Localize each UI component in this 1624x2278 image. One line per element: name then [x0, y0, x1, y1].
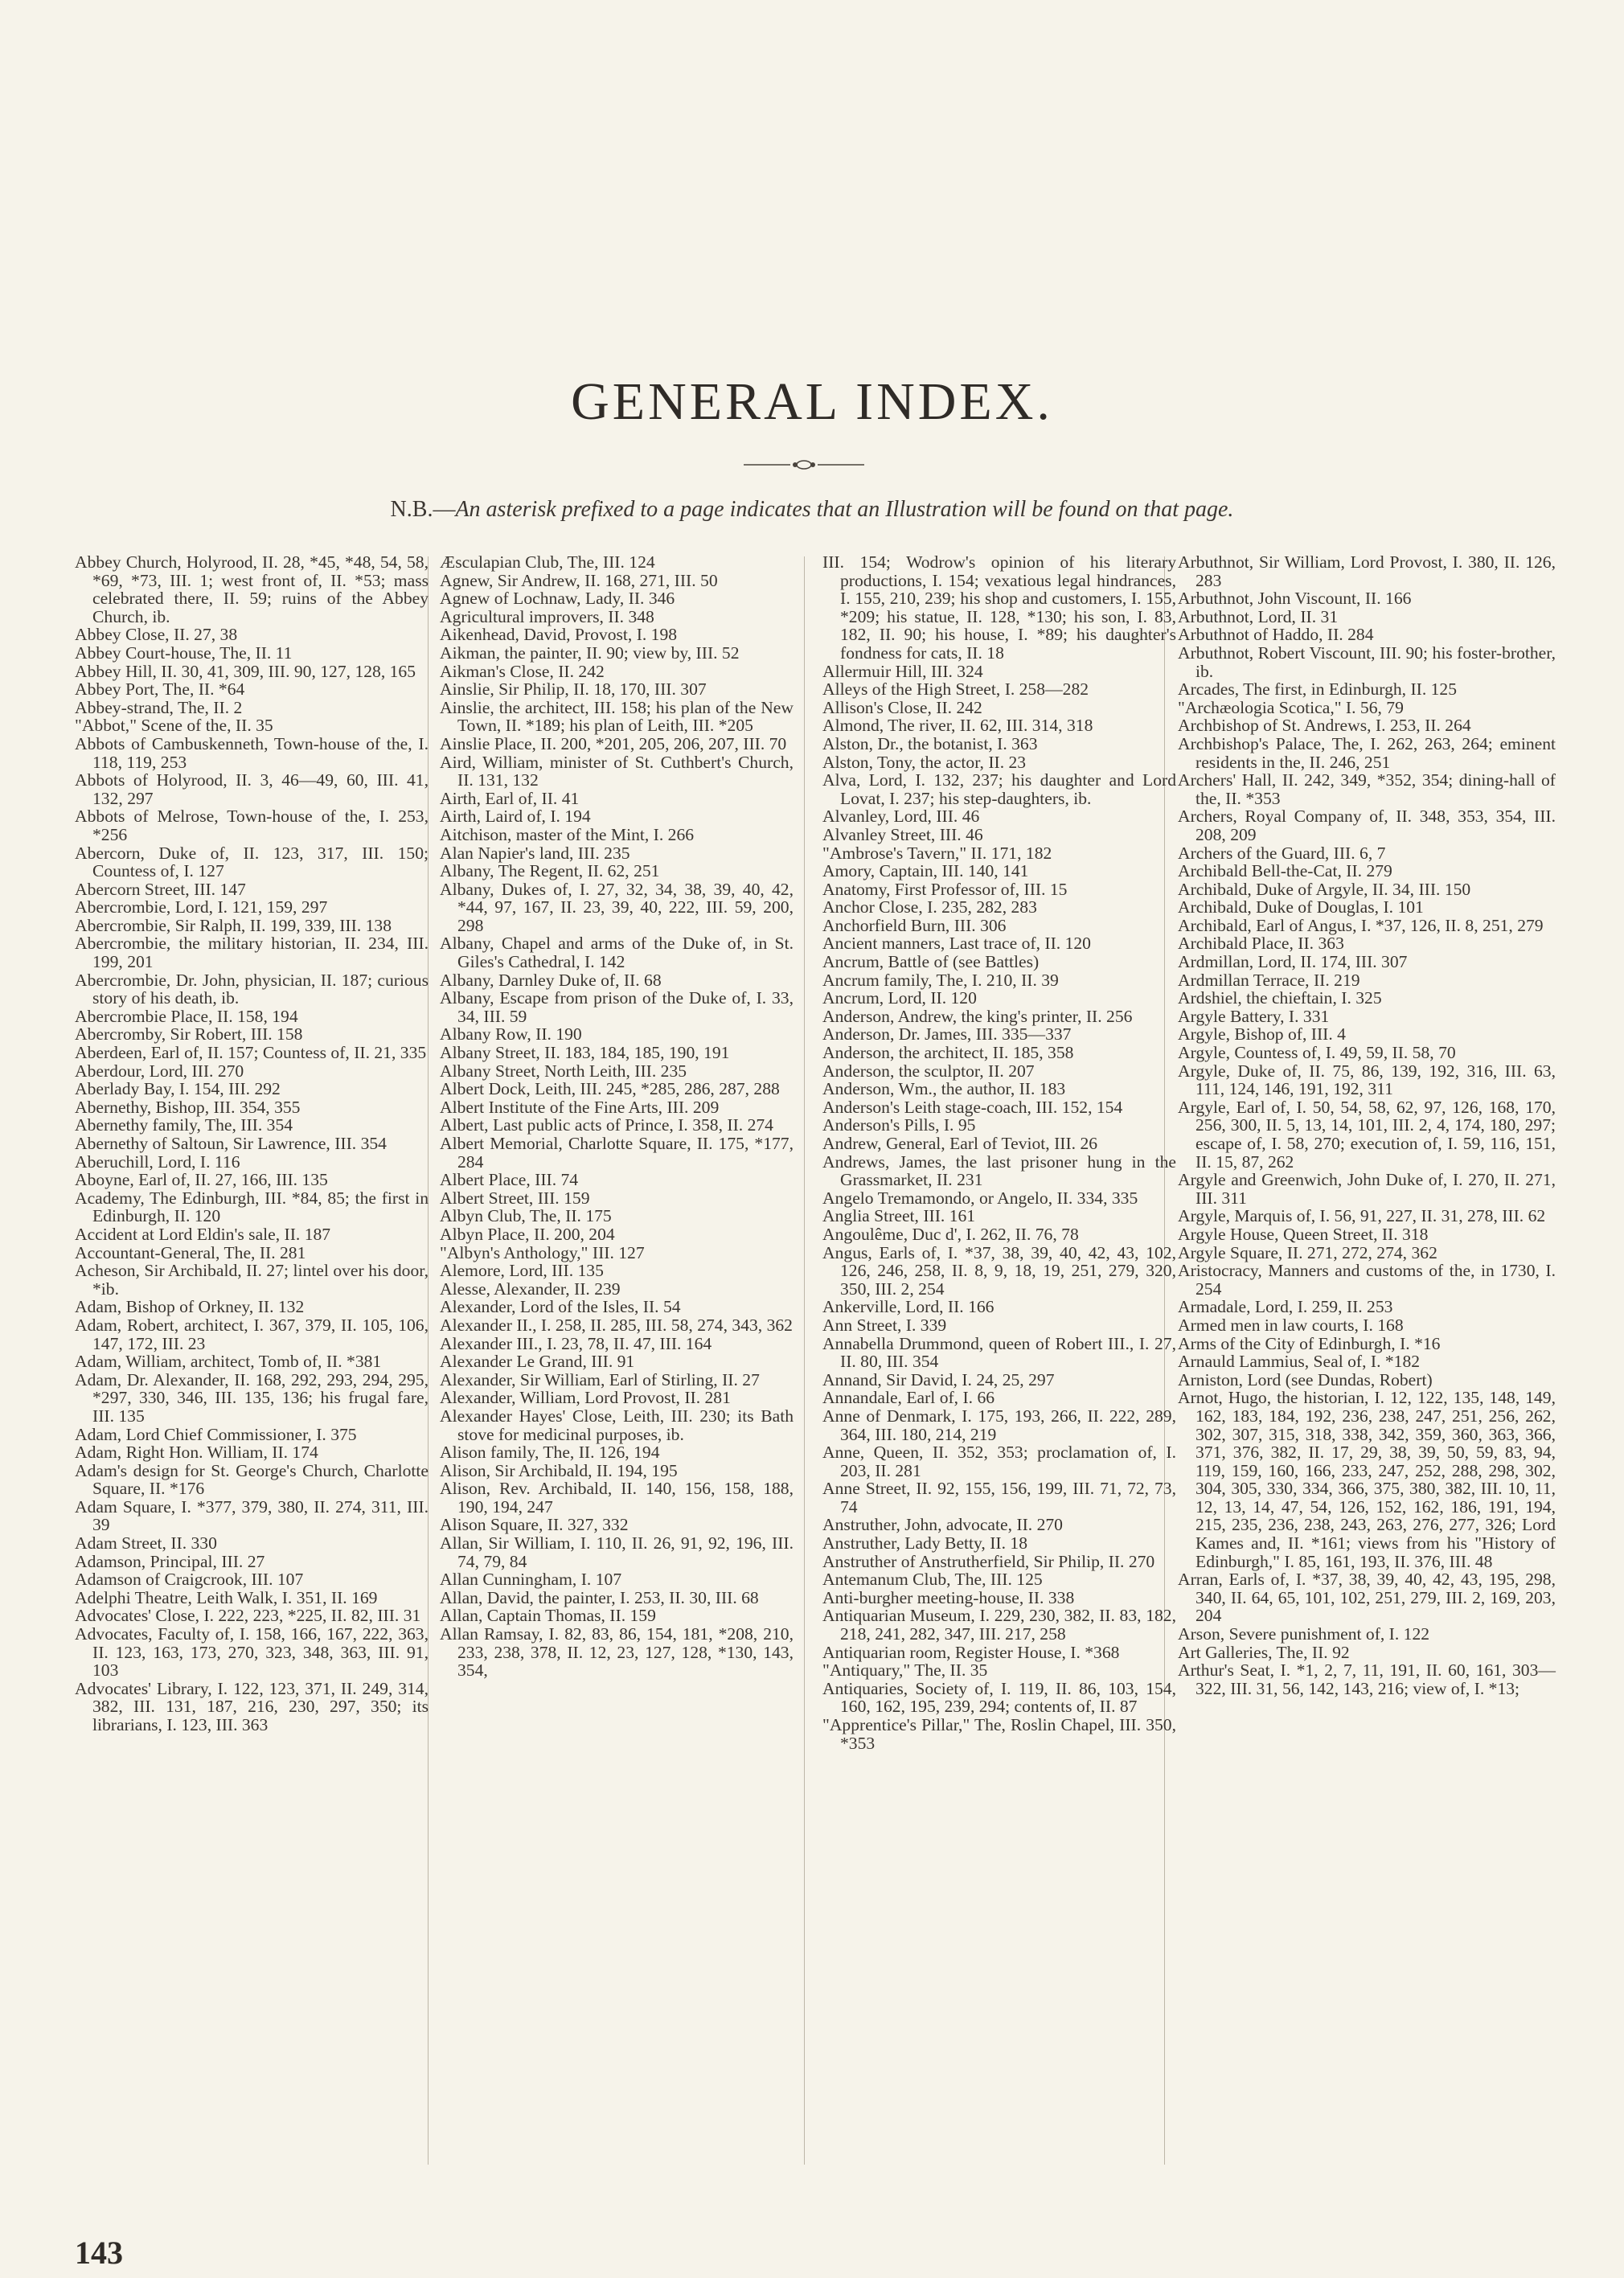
index-entry: Armadale, Lord, I. 259, II. 253 — [1178, 1297, 1393, 1317]
index-entry: Ardshiel, the chieftain, I. 325 — [1178, 988, 1382, 1008]
index-entry: Advocates' Close, I. 222, 223, *225, II. 82, III. 31 — [75, 1606, 421, 1626]
index-entry: Abbey Hill, II. 30, 41, 309, III. 90, 127, 128, 165 — [75, 661, 416, 681]
index-entry: Adamson, Principal, III. 27 — [75, 1551, 265, 1571]
index-entry: Abercromby, Sir Robert, III. 158 — [75, 1024, 303, 1045]
index-entry: Aberdeen, Earl of, II. 157; Countess of, II. 21, 335 — [75, 1043, 427, 1063]
index-entry: Abercrombie, Sir Ralph, II. 199, 339, III. 138 — [75, 915, 392, 935]
index-entry: Allison's Close, II. 242 — [822, 697, 982, 717]
index-entry: Alston, Tony, the actor, II. 23 — [822, 752, 1027, 772]
index-entry: Ainslie, the architect, III. 158; his plan of the New Town, II. *189; his plan of Leith, III. *205 — [440, 697, 794, 736]
index-entry: Anderson, Wm., the author, II. 183 — [822, 1079, 1066, 1099]
index-entry: Alexander, William, Lord Provost, II. 281 — [440, 1388, 731, 1408]
index-entry: Angus, Earls of, I. *37, 38, 39, 40, 42, 43, 102, 126, 246, 258, II. 8, 9, 18, 19, 251, 279, 320, 350, III. 2, 254 — [822, 1242, 1176, 1299]
index-entry: Accountant-General, The, II. 281 — [75, 1242, 306, 1262]
index-entry: Aristocracy, Manners and customs of the, in 1730, I. 254 — [1178, 1261, 1556, 1299]
index-entry: Amory, Captain, III. 140, 141 — [822, 861, 1029, 881]
index-entry: Aberlady Bay, I. 154, III. 292 — [75, 1079, 281, 1099]
index-entry: Abbots of Melrose, Town-house of the, I. 253, *256 — [75, 807, 429, 844]
index-entry: Albany, Escape from prison of the Duke of, I. 33, 34, III. 59 — [440, 988, 794, 1026]
index-entry: "Albyn's Anthology," III. 127 — [440, 1242, 645, 1262]
index-entry: Alva, Lord, I. 132, 237; his daughter and Lord Lovat, I. 237; his step-daughters, ib. — [822, 770, 1176, 808]
index-entry: Aikenhead, David, Provost, I. 198 — [440, 625, 678, 645]
index-entry: Archbishop's Palace, The, I. 262, 263, 264; eminent residents in the, II. 246, 251 — [1178, 733, 1556, 772]
index-entry: Allan Ramsay, I. 82, 83, 86, 154, 181, *208, 210, 233, 238, 378, II. 12, 23, 127, 128, *130, 143, 354, — [440, 1624, 794, 1681]
title-ornament — [744, 458, 864, 471]
index-entry: Anderson, the sculptor, II. 207 — [822, 1061, 1035, 1081]
index-entry: Alvanley, Lord, III. 46 — [822, 807, 980, 827]
index-entry: Albany Street, II. 183, 184, 185, 190, 191 — [440, 1043, 730, 1063]
index-entry: Ardmillan, Lord, II. 174, III. 307 — [1178, 952, 1408, 972]
index-entry: Anstruther, John, advocate, II. 270 — [822, 1515, 1063, 1535]
index-entry: Adam, Bishop of Orkney, II. 132 — [75, 1297, 305, 1317]
index-entry: Agnew of Lochnaw, Lady, II. 346 — [440, 589, 675, 609]
index-entry: Arthur's Seat, I. *1, 2, 7, 11, 191, II. 60, 161, 303—322, III. 31, 56, 142, 143, 216; view of, I. *13; — [1178, 1660, 1556, 1698]
index-entry: Abbots of Holyrood, II. 3, 46—49, 60, III. 41, 132, 297 — [75, 770, 429, 808]
index-entry: Abbots of Cambuskenneth, Town-house of the, I. 118, 119, 253 — [75, 733, 429, 772]
index-entry: Allan, Captain Thomas, II. 159 — [440, 1606, 656, 1626]
index-entry: Abernethy, Bishop, III. 354, 355 — [75, 1097, 301, 1117]
index-entry: Adam Square, I. *377, 379, 380, II. 274, 311, III. 39 — [75, 1496, 429, 1535]
index-entry: Alston, Dr., the botanist, I. 363 — [822, 733, 1038, 753]
index-entry: Alexander II., I. 258, II. 285, III. 58, 274, 343, 362 — [440, 1315, 793, 1335]
index-entry: Archibald, Duke of Douglas, I. 101 — [1178, 897, 1424, 917]
index-entry: Antiquaries, Society of, I. 119, II. 86, 103, 154, 160, 162, 195, 239, 294; contents of, II. 87 — [822, 1678, 1176, 1717]
index-entry: Archibald Bell-the-Cat, II. 279 — [1178, 861, 1392, 881]
index-entry: Academy, The Edinburgh, III. *84, 85; the first in Edinburgh, II. 120 — [75, 1188, 429, 1226]
index-entry: Alleys of the High Street, I. 258—282 — [822, 679, 1089, 700]
index-entry: Ancient manners, Last trace of, II. 120 — [822, 934, 1091, 954]
index-entry: Anglia Street, III. 161 — [822, 1206, 976, 1226]
index-entry: Arbuthnot, Robert Viscount, III. 90; his foster-brother, ib. — [1178, 642, 1556, 681]
index-entry: Alexander, Lord of the Isles, II. 54 — [440, 1297, 681, 1317]
index-entry: Abercorn, Duke of, II. 123, 317, III. 150; Countess of, I. 127 — [75, 843, 429, 881]
index-entry: Advocates' Library, I. 122, 123, 371, II. 249, 314, 382, III. 131, 187, 216, 230, 297, 350; its librarians, I. 123, III. 363 — [75, 1678, 429, 1734]
index-entry: Allan, Sir William, I. 110, II. 26, 91, 92, 196, III. 74, 79, 84 — [440, 1533, 794, 1571]
index-entry: Alison Square, II. 327, 332 — [440, 1515, 629, 1535]
index-entry: Airth, Laird of, I. 194 — [440, 807, 591, 827]
index-entry: "Antiquary," The, II. 35 — [822, 1660, 988, 1681]
index-entry: "Archæologia Scotica," I. 56, 79 — [1178, 697, 1404, 717]
index-entry: Argyle, Marquis of, I. 56, 91, 227, II. 31, 278, III. 62 — [1178, 1206, 1546, 1226]
index-column-2 — [440, 553, 794, 1680]
index-entry: Antemanum Club, The, III. 125 — [822, 1570, 1043, 1590]
index-entry: Anstruther of Anstrutherfield, Sir Philip, II. 270 — [822, 1551, 1155, 1571]
index-entry: Abbey-strand, The, II. 2 — [75, 697, 243, 717]
index-entry: Abernethy family, The, III. 354 — [75, 1115, 293, 1135]
index-entry: Alvanley Street, III. 46 — [822, 824, 983, 844]
index-entry: Argyle, Duke of, II. 75, 86, 139, 192, 316, III. 63, 111, 124, 146, 191, 192, 311 — [1178, 1061, 1556, 1099]
index-entry: Agnew, Sir Andrew, II. 168, 271, III. 50 — [440, 570, 718, 590]
column-divider — [804, 556, 805, 2165]
index-entry: Archbishop of St. Andrews, I. 253, II. 264 — [1178, 716, 1471, 736]
index-entry: Adam, Right Hon. William, II. 174 — [75, 1443, 318, 1463]
index-entry: Acheson, Sir Archibald, II. 27; lintel over his door, *ib. — [75, 1261, 429, 1299]
index-entry: Angoulême, Duc d', I. 262, II. 76, 78 — [822, 1224, 1079, 1244]
index-entry: Albany, Chapel and arms of the Duke of, in St. Giles's Cathedral, I. 142 — [440, 934, 794, 972]
index-entry: Allan Cunningham, I. 107 — [440, 1570, 622, 1590]
index-entry: Ainslie, Sir Philip, II. 18, 170, III. 307 — [440, 679, 707, 700]
index-entry: Argyle Square, II. 271, 272, 274, 362 — [1178, 1242, 1437, 1262]
index-entry: Ancrum family, The, I. 210, II. 39 — [822, 970, 1059, 990]
index-entry: Albert, Last public acts of Prince, I. 358, II. 274 — [440, 1115, 773, 1135]
index-entry: Aikman's Close, II. 242 — [440, 661, 605, 681]
index-entry: "Abbot," Scene of the, II. 35 — [75, 716, 273, 736]
note-text: An asterisk prefixed to a page indicates that an Illustration will be found on that page. — [455, 497, 1234, 522]
index-entry: III. 154; Wodrow's opinion of his literary productions, I. 154; vexatious legal hindrances, I. 155, 210, 239; his shop and customers, I. 155, *209; his statue, II. 128, *130; his son, I. 83, 182, II. 90; his house, I. *89; his daughter's fondness for cats, II. 18 — [822, 552, 1176, 663]
index-entry: Annabella Drummond, queen of Robert III., I. 27, II. 80, III. 354 — [822, 1333, 1176, 1372]
index-entry: Arnauld Lammius, Seal of, I. *182 — [1178, 1352, 1421, 1372]
index-entry: Alexander Le Grand, III. 91 — [440, 1352, 635, 1372]
index-entry: Adamson of Craigcrook, III. 107 — [75, 1570, 304, 1590]
index-entry: Aboyne, Earl of, II. 27, 166, III. 135 — [75, 1170, 328, 1190]
asterisk-note — [0, 497, 1624, 523]
index-entry: Archers of the Guard, III. 6, 7 — [1178, 843, 1386, 863]
index-entry: Arbuthnot, Sir William, Lord Provost, I. 380, II. 126, 283 — [1178, 552, 1556, 590]
index-entry: Abercrombie Place, II. 158, 194 — [75, 1006, 298, 1026]
index-entry: Argyle, Bishop of, III. 4 — [1178, 1024, 1346, 1045]
index-entry: Anstruther, Lady Betty, II. 18 — [822, 1533, 1028, 1554]
index-entry: Anne Street, II. 92, 155, 156, 199, III. 71, 72, 73, 74 — [822, 1479, 1176, 1517]
index-entry: "Ambrose's Tavern," II. 171, 182 — [822, 843, 1052, 863]
index-entry: Arson, Severe punishment of, I. 122 — [1178, 1624, 1430, 1644]
index-entry: Arms of the City of Edinburgh, I. *16 — [1178, 1333, 1441, 1353]
index-entry: Abercorn Street, III. 147 — [75, 879, 246, 899]
index-entry: Anchor Close, I. 235, 282, 283 — [822, 897, 1037, 917]
index-entry: Argyle and Greenwich, John Duke of, I. 270, II. 271, III. 311 — [1178, 1170, 1556, 1208]
index-column-4 — [1178, 553, 1556, 1697]
index-entry: Andrew, General, Earl of Teviot, III. 26 — [822, 1134, 1098, 1153]
page-number: 143 — [75, 2235, 123, 2271]
index-entry: Æsculapian Club, The, III. 124 — [440, 552, 655, 572]
index-entry: Agricultural improvers, II. 348 — [440, 606, 654, 626]
index-entry: Albany Street, North Leith, III. 235 — [440, 1061, 687, 1081]
index-entry: Archers' Hall, II. 242, 349, *352, 354; dining-hall of the, II. *353 — [1178, 770, 1556, 808]
index-entry: Argyle, Countess of, I. 49, 59, II. 58, 70 — [1178, 1043, 1456, 1063]
index-entry: Abbey Court-house, The, II. 11 — [75, 642, 293, 663]
index-entry: Adam, William, architect, Tomb of, II. *381 — [75, 1352, 382, 1372]
index-entry: Anderson's Leith stage-coach, III. 152, 154 — [822, 1097, 1123, 1117]
index-entry: Arbuthnot of Haddo, II. 284 — [1178, 625, 1374, 645]
index-entry: Almond, The river, II. 62, III. 314, 318 — [822, 716, 1093, 736]
index-entry: Ancrum, Lord, II. 120 — [822, 988, 977, 1008]
index-entry: Albany, Dukes of, I. 27, 32, 34, 38, 39, 40, 42, *44, 97, 167, II. 23, 39, 40, 222, III. 59, 200, 298 — [440, 879, 794, 935]
index-entry: Abercrombie, Dr. John, physician, II. 187; curious story of his death, ib. — [75, 970, 429, 1008]
index-entry: Abernethy of Saltoun, Sir Lawrence, III. 354 — [75, 1134, 387, 1153]
index-entry: Advocates, Faculty of, I. 158, 166, 167, 222, 363, II. 123, 163, 173, 270, 323, 348, 363, III. 91, 103 — [75, 1624, 429, 1681]
index-entry: Adam, Robert, architect, I. 367, 379, II. 105, 106, 147, 172, III. 23 — [75, 1315, 429, 1353]
index-entry: Accident at Lord Eldin's sale, II. 187 — [75, 1224, 331, 1244]
note-prefix: N.B.— — [390, 497, 456, 522]
index-entry: Albany Row, II. 190 — [440, 1024, 582, 1045]
index-entry: Aberuchill, Lord, I. 116 — [75, 1151, 240, 1172]
index-entry: Arniston, Lord (see Dundas, Robert) — [1178, 1369, 1433, 1389]
index-entry: Alexander Hayes' Close, Leith, III. 230; its Bath stove for medicinal purposes, ib. — [440, 1406, 794, 1444]
index-entry: Anderson, the architect, II. 185, 358 — [822, 1043, 1074, 1063]
index-entry: "Apprentice's Pillar," The, Roslin Chapel, III. 350, *353 — [822, 1715, 1176, 1753]
index-entry: Arcades, The first, in Edinburgh, II. 125 — [1178, 679, 1458, 700]
index-entry: Alexander, Sir William, Earl of Stirling, II. 27 — [440, 1369, 760, 1389]
index-entry: Albany, The Regent, II. 62, 251 — [440, 861, 660, 881]
index-column-3 — [822, 553, 1176, 1752]
index-entry: Anderson's Pills, I. 95 — [822, 1115, 976, 1135]
index-entry: Anne of Denmark, I. 175, 193, 266, II. 222, 289, 364, III. 180, 214, 219 — [822, 1406, 1176, 1444]
index-entry: Ankerville, Lord, II. 166 — [822, 1297, 994, 1317]
index-entry: Anne, Queen, II. 352, 353; proclamation of, I. 203, II. 281 — [822, 1443, 1176, 1480]
index-entry: Archibald, Duke of Argyle, II. 34, III. 150 — [1178, 879, 1471, 899]
index-entry: Annandale, Earl of, I. 66 — [822, 1388, 995, 1408]
index-entry: Aitchison, master of the Mint, I. 266 — [440, 824, 695, 844]
index-entry: Abbey Church, Holyrood, II. 28, *45, *48, 54, 58, *69, *73, III. 1; west front of, II. *53; mass celebrated there, II. 59; ruins of the Abbey Church, ib. — [75, 552, 429, 626]
index-entry: Alison, Sir Archibald, II. 194, 195 — [440, 1460, 678, 1480]
index-entry: Anchorfield Burn, III. 306 — [822, 915, 1007, 935]
index-entry: Ainslie Place, II. 200, *201, 205, 206, 207, III. 70 — [440, 733, 787, 753]
index-entry: Adelphi Theatre, Leith Walk, I. 351, II. 169 — [75, 1587, 378, 1607]
index-entry: Ann Street, I. 339 — [822, 1315, 947, 1335]
index-entry: Anatomy, First Professor of, III. 15 — [822, 879, 1068, 899]
index-entry: Abbey Close, II. 27, 38 — [75, 625, 238, 645]
index-entry: Archers, Royal Company of, II. 348, 353, 354, III. 208, 209 — [1178, 807, 1556, 844]
index-entry: Ardmillan Terrace, II. 219 — [1178, 970, 1360, 990]
index-entry: Art Galleries, The, II. 92 — [1178, 1642, 1350, 1662]
index-entry: Arbuthnot, John Viscount, II. 166 — [1178, 589, 1412, 609]
index-entry: Abercrombie, the military historian, II. 234, III. 199, 201 — [75, 934, 429, 972]
index-entry: Allan, David, the painter, I. 253, II. 30, III. 68 — [440, 1587, 759, 1607]
index-entry: Arnot, Hugo, the historian, I. 12, 122, 135, 148, 149, 162, 183, 184, 192, 236, 238, 247, 251, 256, 262, 302, 307, 315, 318, 338, 342, 359, 360, 363, 366, 371, 376, 382, II. 17, 29, 38, 39, 50, 59, 83, 94, 119, 159, 160, 166, 233, 247, 252, 288, 298, 302, 304, 305, 330, 334, 366, 375, 380, 382, III. 10, 11, 12, 13, 14, 47, 54, 126, 152, 162, 186, 191, 194, 215, 235, 236, 238, 243, 263, 276, 277, 326; Lord Kames and, II. *161; views from his "History of Edinburgh," I. 85, 161, 193, II. 376, III. 48 — [1178, 1388, 1556, 1571]
index-entry: Albert Place, III. 74 — [440, 1170, 579, 1190]
index-entry: Adam Street, II. 330 — [75, 1533, 217, 1554]
index-entry: Adam, Dr. Alexander, II. 168, 292, 293, 294, 295, *297, 330, 346, III. 135, 136; his frugal fare, III. 135 — [75, 1369, 429, 1426]
index-entry: Abbey Port, The, II. *64 — [75, 679, 245, 700]
index-entry: Aberdour, Lord, III. 270 — [75, 1061, 244, 1081]
index-entry: Argyle, Earl of, I. 50, 54, 58, 62, 97, 126, 168, 170, 256, 300, II. 5, 13, 14, 101, III. 2, 4, 174, 180, 297; escape of, I. 58, 270; execution of, I. 59, 116, 151, II. 15, 87, 262 — [1178, 1097, 1556, 1172]
index-entry: Albyn Place, II. 200, 204 — [440, 1224, 615, 1244]
index-entry: Annand, Sir David, I. 24, 25, 297 — [822, 1369, 1055, 1389]
index-entry: Airth, Earl of, II. 41 — [440, 788, 580, 808]
index-entry: Angelo Tremamondo, or Angelo, II. 334, 335 — [822, 1188, 1138, 1208]
index-entry: Antiquarian Museum, I. 229, 230, 382, II. 83, 182, 218, 241, 282, 347, III. 217, 258 — [822, 1606, 1176, 1644]
index-column-1 — [75, 553, 429, 1734]
index-entry: Anderson, Dr. James, III. 335—337 — [822, 1024, 1072, 1045]
index-entry: Alan Napier's land, III. 235 — [440, 843, 630, 863]
index-entry: Albany, Darnley Duke of, II. 68 — [440, 970, 662, 990]
index-entry: Albert Institute of the Fine Arts, III. 209 — [440, 1097, 720, 1117]
index-entry: Anderson, Andrew, the king's printer, II. 256 — [822, 1006, 1133, 1026]
index-entry: Alexander III., I. 23, 78, II. 47, III. 164 — [440, 1333, 712, 1353]
page-title: GENERAL INDEX. — [571, 372, 1053, 431]
index-entry: Albert Dock, Leith, III. 245, *285, 286, 287, 288 — [440, 1079, 780, 1099]
index-entry: Argyle Battery, I. 331 — [1178, 1006, 1330, 1026]
index-entry: Abercrombie, Lord, I. 121, 159, 297 — [75, 897, 328, 917]
index-entry: Argyle House, Queen Street, II. 318 — [1178, 1224, 1429, 1244]
index-entry: Adam's design for St. George's Church, Charlotte Square, II. *176 — [75, 1460, 429, 1499]
index-entry: Andrews, James, the last prisoner hung in the Grassmarket, II. 231 — [822, 1151, 1176, 1190]
index-entry: Albyn Club, The, II. 175 — [440, 1206, 612, 1226]
index-entry: Alison, Rev. Archibald, II. 140, 156, 158, 188, 190, 194, 247 — [440, 1479, 794, 1517]
index-entry: Antiquarian room, Register House, I. *368 — [822, 1642, 1120, 1662]
index-entry: Arbuthnot, Lord, II. 31 — [1178, 606, 1339, 626]
index-entry: Albert Street, III. 159 — [440, 1188, 590, 1208]
index-entry: Alesse, Alexander, II. 239 — [440, 1279, 621, 1299]
index-entry: Alemore, Lord, III. 135 — [440, 1261, 604, 1281]
index-entry: Allermuir Hill, III. 324 — [822, 661, 983, 681]
index-entry: Anti-burgher meeting-house, II. 338 — [822, 1587, 1075, 1607]
index-entry: Archibald Place, II. 363 — [1178, 934, 1344, 954]
index-entry: Aikman, the painter, II. 90; view by, III. 52 — [440, 642, 740, 663]
index-entry: Arran, Earls of, I. *37, 38, 39, 40, 42, 43, 195, 298, 340, II. 64, 65, 101, 102, 251, 279, III. 2, 169, 203, 204 — [1178, 1570, 1556, 1626]
index-entry: Ancrum, Battle of (see Battles) — [822, 952, 1040, 972]
index-entry: Aird, William, minister of St. Cuthbert's Church, II. 131, 132 — [440, 752, 794, 790]
index-entry: Alison family, The, II. 126, 194 — [440, 1443, 660, 1463]
index-entry: Armed men in law courts, I. 168 — [1178, 1315, 1404, 1335]
index-entry: Archibald, Earl of Angus, I. *37, 126, II. 8, 251, 279 — [1178, 915, 1544, 935]
index-entry: Albert Memorial, Charlotte Square, II. 175, *177, 284 — [440, 1134, 794, 1172]
index-entry: Adam, Lord Chief Commissioner, I. 375 — [75, 1424, 357, 1444]
